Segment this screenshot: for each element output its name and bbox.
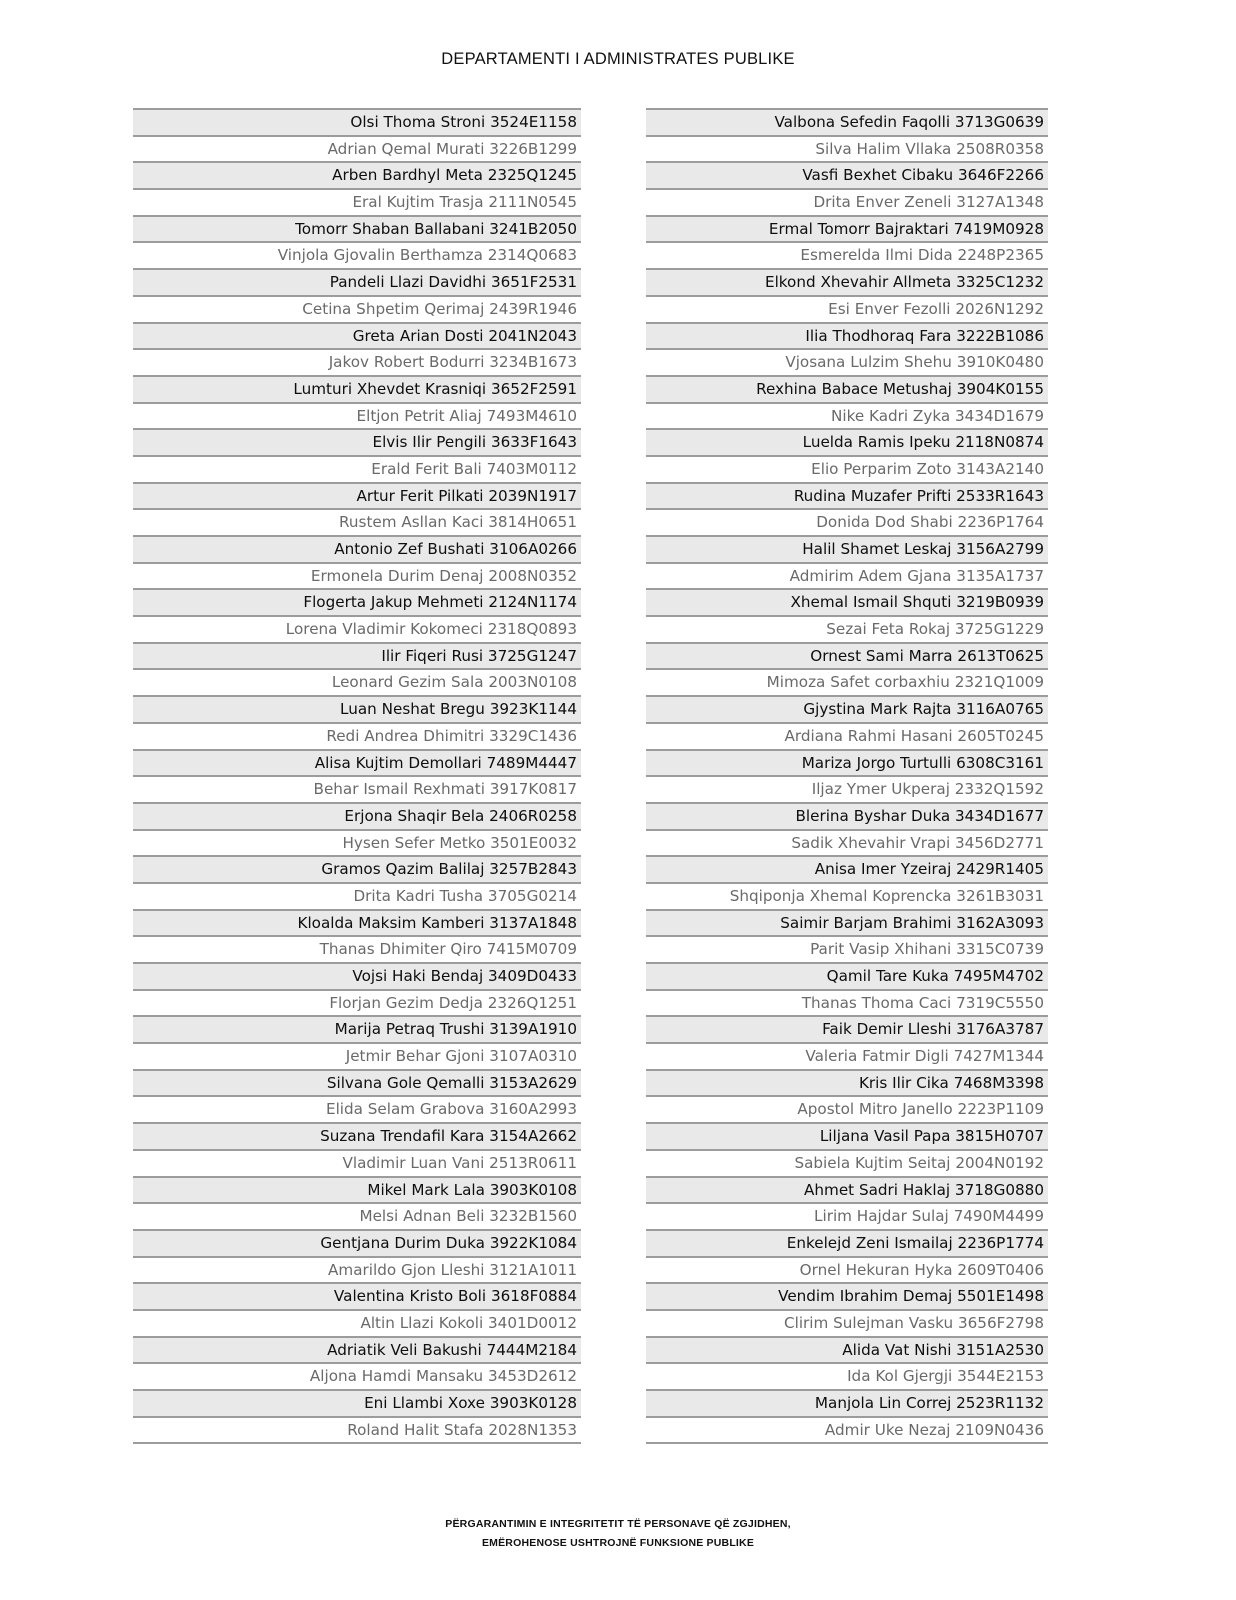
left-name-row: Valentina Kristo Boli 3618F0884: [133, 1284, 581, 1311]
left-name-row: Adriatik Veli Bakushi 7444M2184: [133, 1338, 581, 1365]
left-name-row: Drita Kadri Tusha 3705G0214: [133, 884, 581, 911]
right-name-row: Iljaz Ymer Ukperaj 2332Q1592: [646, 777, 1048, 804]
left-name-row: Jakov Robert Bodurri 3234B1673: [133, 350, 581, 377]
left-name-row: Cetina Shpetim Qerimaj 2439R1946: [133, 297, 581, 324]
right-name-row: Vasfi Bexhet Cibaku 3646F2266: [646, 163, 1048, 190]
right-name-row: Shqiponja Xhemal Koprencka 3261B3031: [646, 884, 1048, 911]
left-name-row: Elvis Ilir Pengili 3633F1643: [133, 430, 581, 457]
left-name-row: Ilir Fiqeri Rusi 3725G1247: [133, 644, 581, 671]
left-name-row: Behar Ismail Rexhmati 3917K0817: [133, 777, 581, 804]
page-title: DEPARTAMENTI I ADMINISTRATES PUBLIKE: [441, 50, 795, 68]
left-name-row: Lorena Vladimir Kokomeci 2318Q0893: [133, 617, 581, 644]
right-name-row: Xhemal Ismail Shquti 3219B0939: [646, 590, 1048, 617]
left-name-row: Erald Ferit Bali 7403M0112: [133, 457, 581, 484]
left-name-row: Thanas Dhimiter Qiro 7415M0709: [133, 937, 581, 964]
right-name-row: Rudina Muzafer Prifti 2533R1643: [646, 484, 1048, 511]
left-name-row: Eral Kujtim Trasja 2111N0545: [133, 190, 581, 217]
right-name-row: Valbona Sefedin Faqolli 3713G0639: [646, 108, 1048, 137]
right-name-row: Ida Kol Gjergji 3544E2153: [646, 1364, 1048, 1391]
right-name-row: Admir Uke Nezaj 2109N0436: [646, 1418, 1048, 1445]
right-name-row: Mariza Jorgo Turtulli 6308C3161: [646, 751, 1048, 778]
right-name-row: Anisa Imer Yzeiraj 2429R1405: [646, 857, 1048, 884]
left-name-row: Arben Bardhyl Meta 2325Q1245: [133, 163, 581, 190]
right-name-row: Vjosana Lulzim Shehu 3910K0480: [646, 350, 1048, 377]
right-name-row: Thanas Thoma Caci 7319C5550: [646, 991, 1048, 1018]
left-name-row: Gentjana Durim Duka 3922K1084: [133, 1231, 581, 1258]
right-name-row: Manjola Lin Correj 2523R1132: [646, 1391, 1048, 1418]
left-name-row: Silvana Gole Qemalli 3153A2629: [133, 1071, 581, 1098]
right-name-row: Nike Kadri Zyka 3434D1679: [646, 404, 1048, 431]
left-name-row: Vinjola Gjovalin Berthamza 2314Q0683: [133, 243, 581, 270]
right-name-row: Ornel Hekuran Hyka 2609T0406: [646, 1258, 1048, 1285]
footer-line-2: EMËROHENOSE USHTROJNË FUNKSIONE PUBLIKE: [481, 1537, 755, 1549]
left-name-row: Hysen Sefer Metko 3501E0032: [133, 831, 581, 858]
left-name-row: Eni Llambi Xoxe 3903K0128: [133, 1391, 581, 1418]
right-name-row: Ornest Sami Marra 2613T0625: [646, 644, 1048, 671]
left-name-row: Marija Petraq Trushi 3139A1910: [133, 1017, 581, 1044]
right-name-row: Vendim Ibrahim Demaj 5501E1498: [646, 1284, 1048, 1311]
right-name-row: Kris Ilir Cika 7468M3398: [646, 1071, 1048, 1098]
right-name-row: Ardiana Rahmi Hasani 2605T0245: [646, 724, 1048, 751]
right-name-row: Admirim Adem Gjana 3135A1737: [646, 564, 1048, 591]
right-name-row: Clirim Sulejman Vasku 3656F2798: [646, 1311, 1048, 1338]
left-name-row: Roland Halit Stafa 2028N1353: [133, 1418, 581, 1445]
left-name-row: Greta Arian Dosti 2041N2043: [133, 324, 581, 351]
right-name-row: Faik Demir Lleshi 3176A3787: [646, 1017, 1048, 1044]
left-name-row: Adrian Qemal Murati 3226B1299: [133, 137, 581, 164]
right-name-row: Ermal Tomorr Bajraktari 7419M0928: [646, 217, 1048, 244]
left-name-row: Lumturi Xhevdet Krasniqi 3652F2591: [133, 377, 581, 404]
right-name-row: Parit Vasip Xhihani 3315C0739: [646, 937, 1048, 964]
right-name-row: Rexhina Babace Metushaj 3904K0155: [646, 377, 1048, 404]
left-name-row: Alisa Kujtim Demollari 7489M4447: [133, 751, 581, 778]
right-name-row: Elio Perparim Zoto 3143A2140: [646, 457, 1048, 484]
right-name-row: Valeria Fatmir Digli 7427M1344: [646, 1044, 1048, 1071]
right-name-column: [646, 108, 1048, 1444]
left-name-column: [133, 108, 581, 1444]
right-name-row: Elkond Xhevahir Allmeta 3325C1232: [646, 270, 1048, 297]
left-name-row: Vojsi Haki Bendaj 3409D0433: [133, 964, 581, 991]
right-name-row: Sadik Xhevahir Vrapi 3456D2771: [646, 831, 1048, 858]
right-name-row: Alida Vat Nishi 3151A2530: [646, 1338, 1048, 1365]
right-name-row: Apostol Mitro Janello 2223P1109: [646, 1097, 1048, 1124]
left-name-row: Redi Andrea Dhimitri 3329C1436: [133, 724, 581, 751]
left-name-row: Melsi Adnan Beli 3232B1560: [133, 1204, 581, 1231]
left-name-row: Altin Llazi Kokoli 3401D0012: [133, 1311, 581, 1338]
right-name-row: Esmerelda Ilmi Dida 2248P2365: [646, 243, 1048, 270]
left-name-row: Florjan Gezim Dedja 2326Q1251: [133, 991, 581, 1018]
right-name-row: Silva Halim Vllaka 2508R0358: [646, 137, 1048, 164]
right-name-row: Halil Shamet Leskaj 3156A2799: [646, 537, 1048, 564]
right-name-row: Esi Enver Fezolli 2026N1292: [646, 297, 1048, 324]
right-name-row: Blerina Byshar Duka 3434D1677: [646, 804, 1048, 831]
left-name-row: Flogerta Jakup Mehmeti 2124N1174: [133, 590, 581, 617]
right-name-row: Saimir Barjam Brahimi 3162A3093: [646, 911, 1048, 938]
left-name-row: Elida Selam Grabova 3160A2993: [133, 1097, 581, 1124]
right-name-row: Qamil Tare Kuka 7495M4702: [646, 964, 1048, 991]
left-name-row: Pandeli Llazi Davidhi 3651F2531: [133, 270, 581, 297]
left-name-row: Tomorr Shaban Ballabani 3241B2050: [133, 217, 581, 244]
right-name-row: Luelda Ramis Ipeku 2118N0874: [646, 430, 1048, 457]
left-name-row: Jetmir Behar Gjoni 3107A0310: [133, 1044, 581, 1071]
left-name-row: Artur Ferit Pilkati 2039N1917: [133, 484, 581, 511]
left-name-row: Erjona Shaqir Bela 2406R0258: [133, 804, 581, 831]
right-name-row: Liljana Vasil Papa 3815H0707: [646, 1124, 1048, 1151]
right-name-row: Sabiela Kujtim Seitaj 2004N0192: [646, 1151, 1048, 1178]
left-name-row: Luan Neshat Bregu 3923K1144: [133, 697, 581, 724]
right-name-row: Lirim Hajdar Sulaj 7490M4499: [646, 1204, 1048, 1231]
left-name-row: Amarildo Gjon Lleshi 3121A1011: [133, 1258, 581, 1285]
right-name-row: Mimoza Safet corbaxhiu 2321Q1009: [646, 670, 1048, 697]
right-name-row: Sezai Feta Rokaj 3725G1229: [646, 617, 1048, 644]
left-name-row: Antonio Zef Bushati 3106A0266: [133, 537, 581, 564]
right-name-row: Gjystina Mark Rajta 3116A0765: [646, 697, 1048, 724]
right-name-row: Drita Enver Zeneli 3127A1348: [646, 190, 1048, 217]
left-name-row: Rustem Asllan Kaci 3814H0651: [133, 510, 581, 537]
left-name-row: Suzana Trendafil Kara 3154A2662: [133, 1124, 581, 1151]
left-name-row: Olsi Thoma Stroni 3524E1158: [133, 108, 581, 137]
left-name-row: Mikel Mark Lala 3903K0108: [133, 1178, 581, 1205]
left-name-row: Leonard Gezim Sala 2003N0108: [133, 670, 581, 697]
right-name-row: Donida Dod Shabi 2236P1764: [646, 510, 1048, 537]
left-name-row: Ermonela Durim Denaj 2008N0352: [133, 564, 581, 591]
left-name-row: Aljona Hamdi Mansaku 3453D2612: [133, 1364, 581, 1391]
right-name-row: Enkelejd Zeni Ismailaj 2236P1774: [646, 1231, 1048, 1258]
right-name-row: Ilia Thodhoraq Fara 3222B1086: [646, 324, 1048, 351]
footer-line-1: PËRGARANTIMIN E INTEGRITETIT TË PERSONAVE QË ZGJIDHEN,: [445, 1518, 791, 1530]
right-name-row: Ahmet Sadri Haklaj 3718G0880: [646, 1178, 1048, 1205]
left-name-row: Eltjon Petrit Aliaj 7493M4610: [133, 404, 581, 431]
left-name-row: Vladimir Luan Vani 2513R0611: [133, 1151, 581, 1178]
left-name-row: Gramos Qazim Balilaj 3257B2843: [133, 857, 581, 884]
left-name-row: Kloalda Maksim Kamberi 3137A1848: [133, 911, 581, 938]
